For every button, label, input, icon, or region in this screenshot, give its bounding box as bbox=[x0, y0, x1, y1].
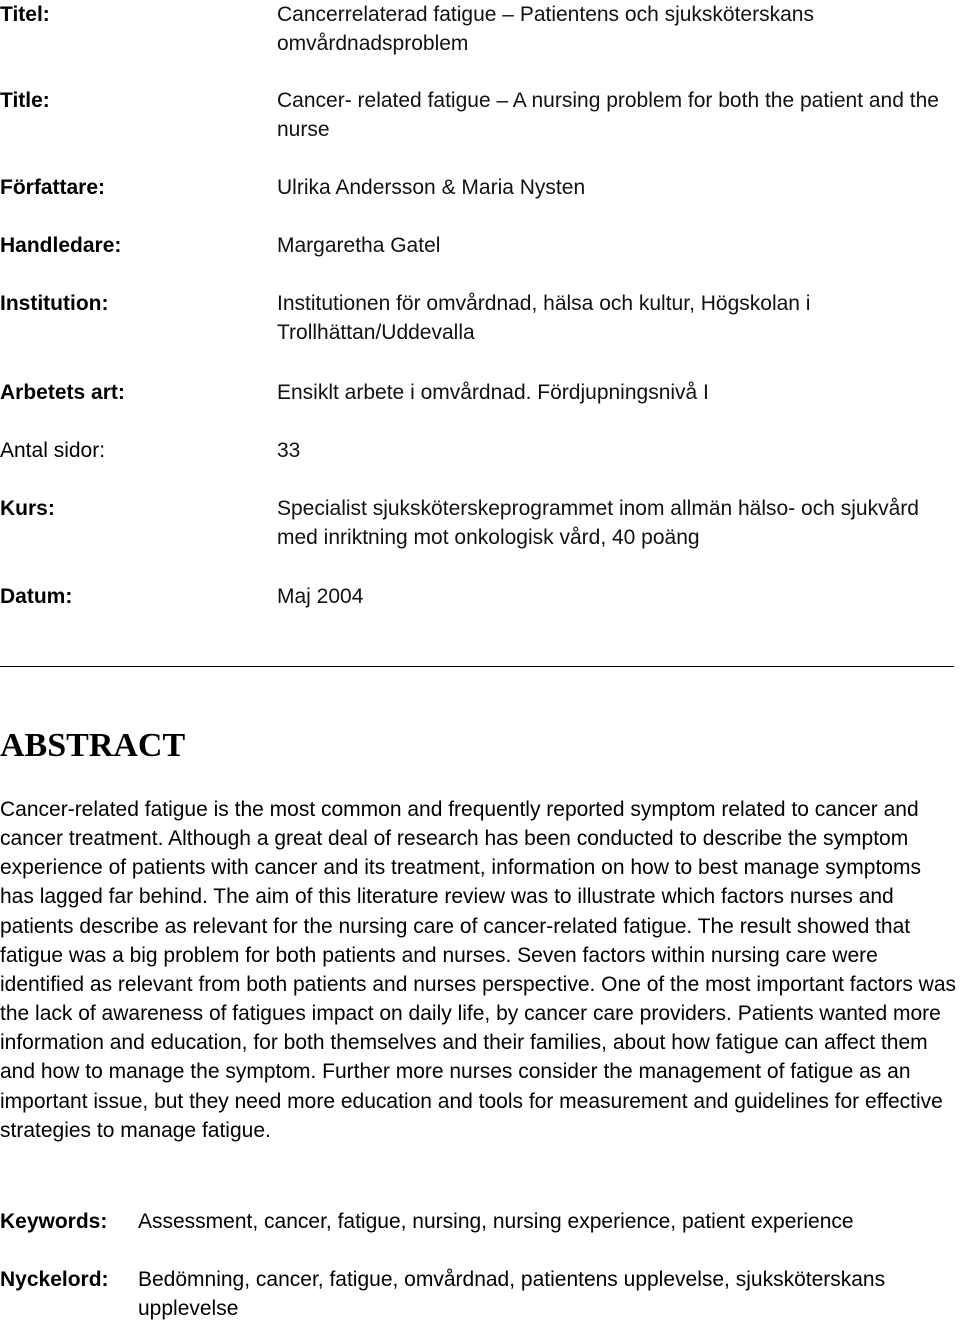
meta-value-institution: Institutionen för omvårdnad, hälsa och kultur, Högskolan i Trollhättan/Uddevalla bbox=[277, 292, 811, 344]
meta-label-title: Title: bbox=[0, 89, 50, 112]
meta-value-date: Maj 2004 bbox=[277, 585, 364, 608]
meta-value-course: Specialist sjuksköterskeprogrammet inom allmän hälso- och sjukvård med inriktning mot onkologisk vård, 40 poäng bbox=[277, 497, 919, 549]
meta-value-work-type: Ensiklt arbete i omvårdnad. Fördjupningsnivå I bbox=[277, 381, 709, 404]
meta-label-institution: Institution: bbox=[0, 292, 109, 315]
meta-label-titel: Titel: bbox=[0, 3, 50, 26]
nyckelord-label: Nyckelord: bbox=[0, 1268, 109, 1291]
keywords-value: Assessment, cancer, fatigue, nursing, nursing experience, patient experience bbox=[138, 1210, 854, 1233]
abstract-heading: ABSTRACT bbox=[0, 727, 186, 764]
meta-label-course: Kurs: bbox=[0, 497, 55, 520]
meta-label-date: Datum: bbox=[0, 585, 73, 608]
keywords-label: Keywords: bbox=[0, 1210, 108, 1233]
horizontal-divider bbox=[0, 666, 954, 667]
meta-value-title: Cancer- related fatigue – A nursing problem for both the patient and the nurse bbox=[277, 89, 939, 141]
meta-value-supervisor: Margaretha Gatel bbox=[277, 234, 441, 257]
meta-label-work-type: Arbetets art: bbox=[0, 381, 125, 404]
meta-value-authors: Ulrika Andersson & Maria Nysten bbox=[277, 176, 586, 199]
meta-label-pages: Antal sidor: bbox=[0, 439, 106, 462]
meta-value-titel: Cancerrelaterad fatigue – Patientens och sjuksköterskans omvårdnadsproblem bbox=[277, 3, 814, 55]
meta-label-authors: Författare: bbox=[0, 176, 106, 199]
abstract-body: Cancer-related fatigue is the most common and frequently reported symptom related to cancer and cancer treatment. Although a great deal of research has been conducted to describe the symptom experience of patients with cancer and its treatment, information on how to best manage symptoms has lagged far behind. The aim of this literature review was to illustrate which factors nurses and patients describe as relevant for the nursing care of cancer-related fatigue. The result showed that fatigue was a big problem for both patients and nurses. Seven factors within nursing care were identified as relevant from both patients and nurses perspective. One of the most important factors was the lack of awareness of fatigues impact on daily life, by cancer care providers. Patients wanted more information and education, for both themselves and their families, about how fatigue can affect them and how to manage the symptom. Further more nurses consider the management of fatigue as an important issue, but they need more education and tools for measurement and guidelines for effective strategies to manage fatigue. bbox=[0, 798, 956, 1142]
meta-label-supervisor: Handledare: bbox=[0, 234, 122, 257]
meta-value-pages: 33 bbox=[277, 439, 301, 462]
nyckelord-value: Bedömning, cancer, fatigue, omvårdnad, patientens upplevelse, sjuksköterskans upplevelse bbox=[138, 1268, 886, 1320]
